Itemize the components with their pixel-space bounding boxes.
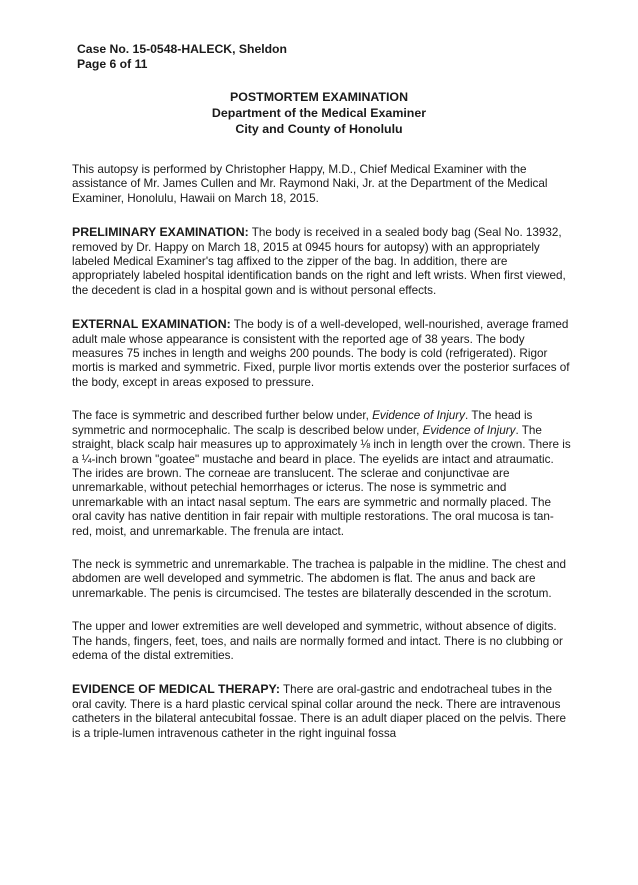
- face-text-2: . The head is symmetric and normocephalic. The scalp is described below under,: [72, 409, 533, 437]
- face-text-3: . The straight, black scalp hair measures up to approximately ⅛ inch in length over the crown. There is a ¼-inch brown "goatee" mustache and beard in place. The eyelids are intact and atraumatic. The irides are brown. The corneae are translucent. The sclerae and conjunctivae are unremarkable, without petechial hemorrhages or icterus. The nose is symmetric and unremarkable with an intact nasal septum. The ears are symmetric and normally placed. The oral cavity has native dentition in fair repair with multiple restorations. The oral mucosa is tan-red, moist, and unremarkable. The frenula are intact.: [72, 423, 571, 538]
- page-number: Page 6 of 11: [77, 57, 148, 71]
- case-header: [77, 42, 287, 72]
- evidence-of-injury-ref-1: Evidence of Injury: [372, 409, 466, 423]
- preliminary-heading: PRELIMINARY EXAMINATION:: [72, 225, 249, 240]
- intro-paragraph: This autopsy is performed by Christopher Happy, M.D., Chief Medical Examiner with the assistance of Mr. James Cullen and Mr. Raymond Naki, Jr. at the Department of the Medical Examiner, Honolulu, Hawaii on March 18, 2015.: [72, 163, 548, 205]
- jurisdiction-name: City and County of Honolulu: [235, 122, 403, 136]
- preliminary-text: The body is received in a sealed body bag (Seal No. 13932, removed by Dr. Happy on March 18, 2015 at 0945 hours for autopsy) with an appropriately labeled Medical Examiner's tag affixed to the zipper of the bag. In addition, there are appropriately labeled hospital identification bands on the right and left wrists. When first viewed, the decedent is clad in a hospital gown and is without personal effects.: [72, 226, 566, 297]
- face-text-1: The face is symmetric and described further below under,: [72, 409, 373, 423]
- report-title: POSTMORTEM EXAMINATION: [229, 90, 409, 104]
- therapy-heading: EVIDENCE OF MEDICAL THERAPY:: [72, 682, 280, 697]
- department-name: Department of the Medical Examiner: [211, 106, 427, 120]
- extremities-paragraph: The upper and lower extremities are well developed and symmetric, without absence of digits. The hands, fingers, feet, toes, and nails are normally formed and intact. There is no clubbing or edema of the distal extremities.: [72, 620, 563, 662]
- external-heading: EXTERNAL EXAMINATION:: [72, 317, 231, 332]
- preliminary-examination-paragraph: [72, 225, 572, 298]
- neck-trunk-paragraph: The neck is symmetric and unremarkable. The trachea is palpable in the midline. The chest and abdomen are well developed and symmetric. The abdomen is flat. The anus and back are unremarkable. The penis is circumcised. The testes are bilaterally descended in the scrotum.: [72, 557, 566, 600]
- face-head-paragraph: [72, 409, 572, 539]
- case-number: Case No. 15-0548-HALECK, Sheldon: [77, 42, 287, 56]
- therapy-text: There are oral-gastric and endotracheal tubes in the oral cavity. There is a hard plastic cervical spinal collar around the neck. There are intravenous catheters in the bilateral antecubital fossae. There is an adult diaper placed on the pelvis. There is a triple-lumen intravenous catheter in the right inguinal fossa: [72, 683, 566, 740]
- external-text: The body is of a well-developed, well-nourished, average framed adult male whose appearance is consistent with the reported age of 38 years. The body measures 75 inches in length and weighs 200 pounds. The body is cold (refrigerated). Rigor mortis is marked and symmetric. Fixed, purple livor mortis extends over the posterior surfaces of the body, except in areas exposed to pressure.: [72, 318, 570, 389]
- medical-therapy-paragraph: [72, 682, 572, 741]
- evidence-of-injury-ref-2: Evidence of Injury: [422, 423, 516, 437]
- report-body: [72, 163, 572, 754]
- report-title-block: [0, 89, 638, 137]
- external-examination-paragraph: [72, 317, 572, 390]
